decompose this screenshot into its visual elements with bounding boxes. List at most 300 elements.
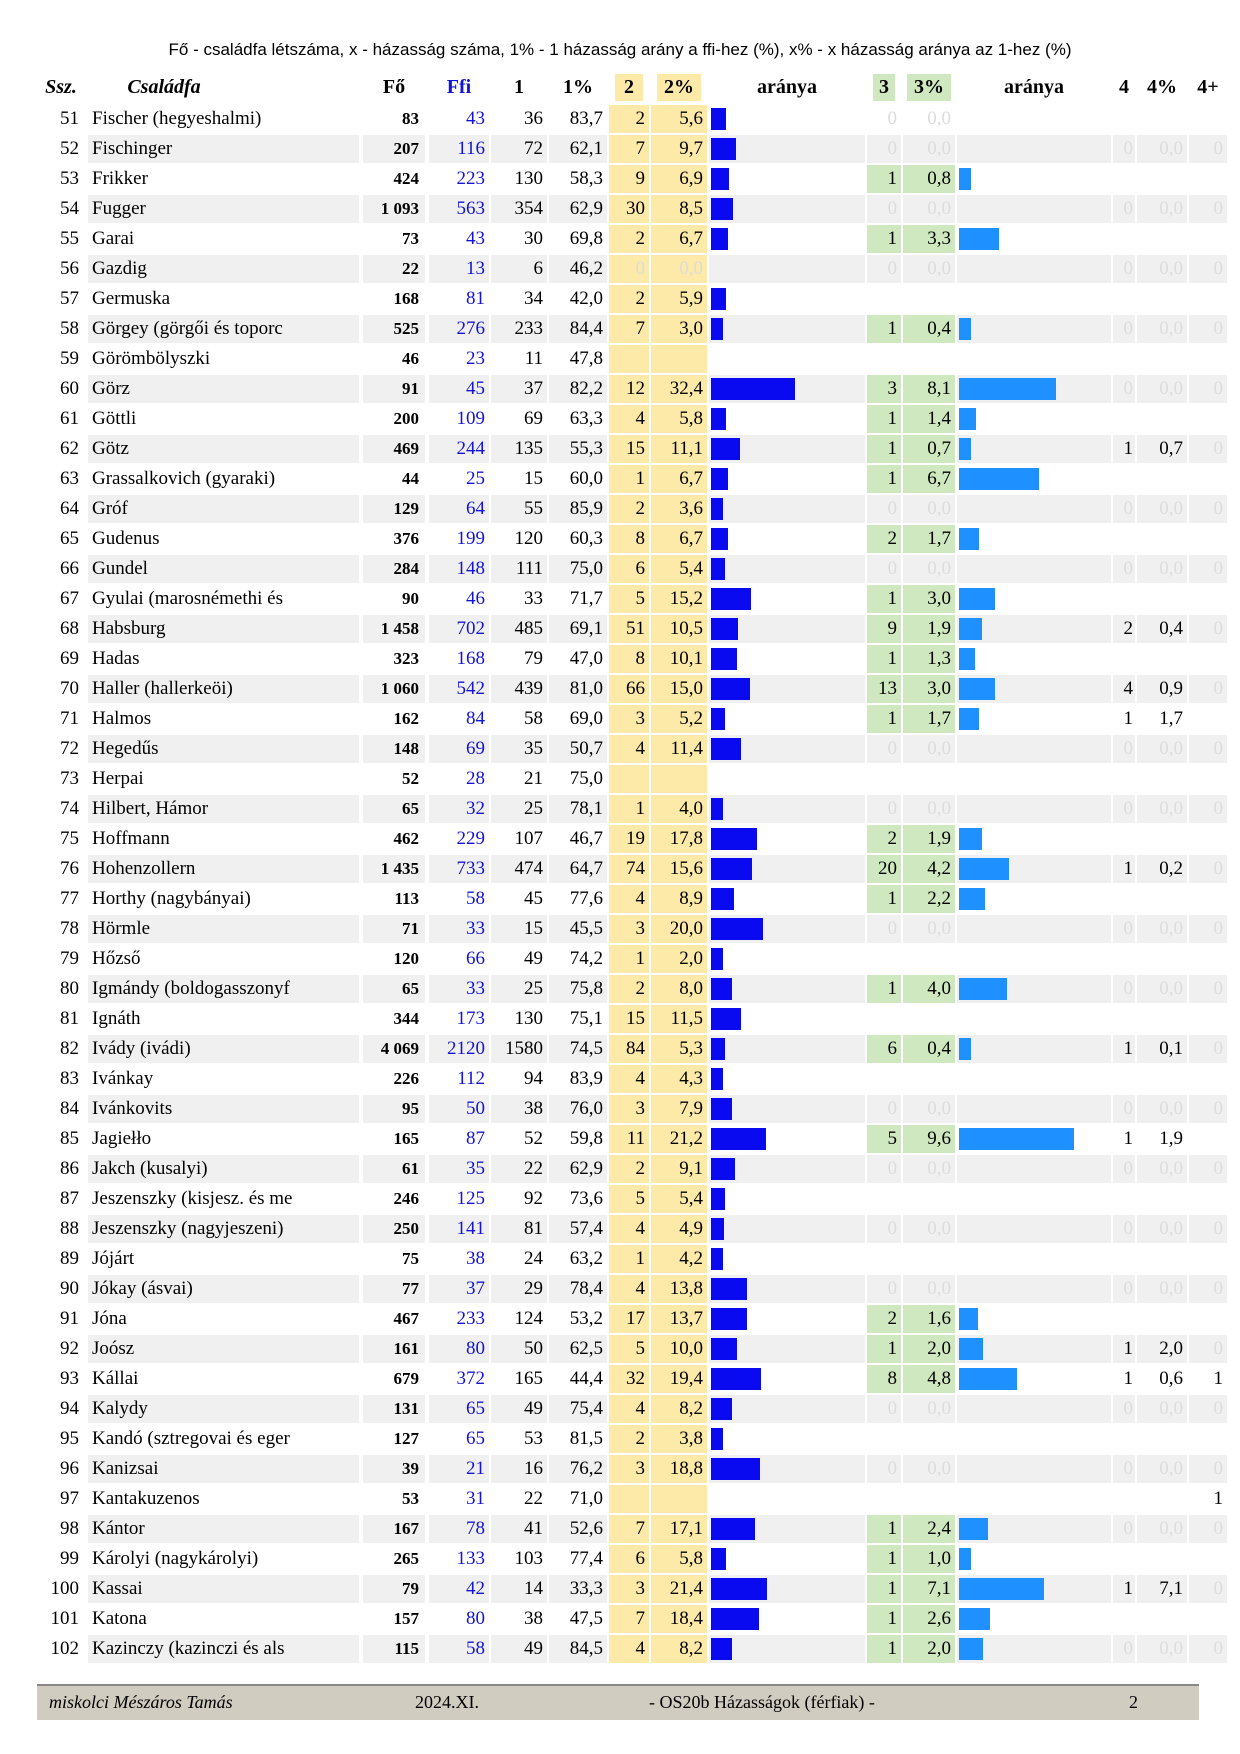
marriage-3-count: 8 bbox=[867, 1365, 901, 1393]
marriage-3-count: 0 bbox=[867, 135, 901, 163]
marriage-3-bar bbox=[957, 1065, 1111, 1093]
marriage-4-pct bbox=[1137, 825, 1187, 853]
marriage-1-pct: 62,1 bbox=[549, 135, 607, 163]
marriage-4-count bbox=[1113, 1065, 1135, 1093]
fo-count: 4 069 bbox=[363, 1035, 425, 1063]
ffi-count: 148 bbox=[429, 555, 489, 583]
family-name: Ivánkovits bbox=[88, 1095, 359, 1123]
marriage-3-count: 0 bbox=[867, 1095, 901, 1123]
marriage-4-pct bbox=[1137, 525, 1187, 553]
marriage-2-pct: 11,5 bbox=[651, 1005, 707, 1033]
bar-2-fill bbox=[711, 858, 752, 880]
fo-count: 39 bbox=[363, 1455, 425, 1483]
marriage-1-count: 107 bbox=[514, 828, 543, 849]
row-number: 73 bbox=[37, 765, 85, 793]
family-name: Hadas bbox=[92, 648, 140, 669]
marriage-4-count: 2 bbox=[1113, 615, 1135, 643]
marriage-2-pct: 15,2 bbox=[651, 585, 707, 613]
marriage-4-count: 0 bbox=[1113, 555, 1135, 583]
fo-count: 46 bbox=[402, 349, 419, 368]
marriage-2-pct: 5,6 bbox=[651, 105, 707, 133]
marriage-1-pct: 62,9 bbox=[549, 195, 607, 223]
marriage-2-pct: 4,3 bbox=[651, 1065, 707, 1093]
marriage-2-pct: 2,0 bbox=[651, 945, 707, 973]
table-row bbox=[37, 1214, 1223, 1244]
marriage-4plus-count bbox=[1189, 105, 1227, 133]
marriage-3-pct: 0,0 bbox=[903, 1215, 955, 1243]
marriage-1-count: 22 bbox=[524, 1488, 543, 1509]
marriage-3-bar bbox=[957, 1605, 1111, 1633]
marriage-4-count: 0 bbox=[1113, 915, 1135, 943]
marriage-3-bar bbox=[957, 1095, 1111, 1123]
table-row bbox=[37, 1034, 1223, 1064]
marriage-2-bar bbox=[709, 765, 865, 793]
family-name: Gundel bbox=[88, 555, 359, 583]
marriage-2-pct: 9,7 bbox=[651, 135, 707, 163]
marriage-3-count bbox=[867, 1185, 901, 1213]
marriage-1-count: 14 bbox=[491, 1575, 547, 1603]
marriage-3-pct: 0,0 bbox=[927, 108, 951, 129]
header-1-pct: 1% bbox=[563, 76, 593, 98]
family-name: Horthy (nagybányai) bbox=[92, 888, 251, 909]
bar-2-fill bbox=[711, 408, 726, 430]
header-aranya-3: aránya bbox=[1004, 76, 1064, 98]
marriage-3-bar bbox=[957, 405, 1111, 433]
marriage-4plus-count: 0 bbox=[1189, 855, 1227, 883]
bar-2-fill bbox=[711, 1428, 723, 1450]
marriage-2-bar bbox=[709, 1095, 865, 1123]
marriage-3-count: 1 bbox=[867, 315, 901, 343]
marriage-3-pct: 0,0 bbox=[903, 495, 955, 523]
marriage-3-pct: 1,9 bbox=[903, 615, 955, 643]
marriage-3-pct: 1,4 bbox=[903, 405, 955, 433]
marriage-4-pct: 0,0 bbox=[1137, 1455, 1187, 1483]
marriage-4-count: 1 bbox=[1123, 1368, 1133, 1389]
marriage-1-pct: 85,9 bbox=[549, 495, 607, 523]
marriage-2-count: 2 bbox=[609, 495, 649, 523]
marriage-3-count: 1 bbox=[867, 465, 901, 493]
row-number: 89 bbox=[37, 1245, 85, 1273]
family-name: Grassalkovich (gyaraki) bbox=[92, 468, 276, 489]
marriage-1-pct: 74,5 bbox=[549, 1035, 607, 1063]
marriage-2-count: 1 bbox=[609, 945, 649, 973]
marriage-4-count: 0 bbox=[1113, 1095, 1135, 1123]
ffi-count: 65 bbox=[466, 1428, 485, 1449]
row-number: 70 bbox=[37, 675, 85, 703]
marriage-1-count: 36 bbox=[524, 108, 543, 129]
marriage-2-pct: 5,8 bbox=[651, 1545, 707, 1573]
bar-2-fill bbox=[711, 498, 723, 520]
table-row bbox=[37, 704, 1199, 734]
marriage-3-pct: 0,0 bbox=[903, 1275, 955, 1303]
marriage-4plus-count bbox=[1189, 225, 1227, 253]
marriage-2-count: 3 bbox=[609, 1575, 649, 1603]
marriage-1-pct: 63,3 bbox=[569, 408, 603, 429]
marriage-2-pct: 5,4 bbox=[651, 555, 707, 583]
marriage-1-count: 15 bbox=[524, 468, 543, 489]
marriage-2-bar bbox=[709, 405, 865, 433]
bar-3-fill bbox=[959, 678, 995, 700]
marriage-3-count bbox=[867, 1245, 901, 1273]
marriage-3-count bbox=[867, 1005, 901, 1033]
table-row bbox=[37, 1064, 1199, 1094]
marriage-2-bar bbox=[709, 1065, 865, 1093]
marriage-4plus-count: 0 bbox=[1189, 1635, 1227, 1663]
marriage-3-count: 1 bbox=[867, 405, 901, 433]
marriage-2-count: 7 bbox=[609, 1515, 649, 1543]
marriage-4-pct: 1,7 bbox=[1159, 708, 1183, 729]
marriage-4-count bbox=[1113, 1605, 1135, 1633]
marriage-4plus-count bbox=[1189, 945, 1227, 973]
marriage-3-pct bbox=[903, 1245, 955, 1273]
marriage-4plus-count: 0 bbox=[1189, 255, 1227, 283]
marriage-3-bar bbox=[957, 825, 1111, 853]
marriage-4-count: 0 bbox=[1113, 1275, 1135, 1303]
table-row bbox=[37, 854, 1223, 884]
marriage-2-pct: 17,8 bbox=[651, 825, 707, 853]
row-number: 81 bbox=[37, 1005, 85, 1033]
marriage-4plus-count bbox=[1189, 1125, 1227, 1153]
marriage-3-bar bbox=[957, 1425, 1111, 1453]
fo-count: 1 458 bbox=[363, 615, 425, 643]
marriage-3-count: 1 bbox=[867, 165, 901, 193]
marriage-4-count: 1 bbox=[1113, 435, 1135, 463]
marriage-2-bar bbox=[709, 135, 865, 163]
marriage-1-count: 94 bbox=[524, 1068, 543, 1089]
table-row bbox=[37, 1184, 1199, 1214]
row-number: 87 bbox=[37, 1185, 85, 1213]
table-row bbox=[37, 974, 1223, 1004]
marriage-3-pct bbox=[903, 1005, 955, 1033]
marriage-3-bar bbox=[957, 525, 1111, 553]
bar-2-fill bbox=[711, 1158, 735, 1180]
marriage-2-pct: 8,2 bbox=[651, 1395, 707, 1423]
fo-count: 1 093 bbox=[363, 195, 425, 223]
family-name: Joósz bbox=[88, 1335, 359, 1363]
marriage-3-count: 0 bbox=[867, 195, 901, 223]
bar-3-fill bbox=[959, 708, 979, 730]
fo-count: 265 bbox=[393, 1549, 419, 1568]
fo-count: 79 bbox=[363, 1575, 425, 1603]
footer-date: 2024.XI. bbox=[415, 1692, 479, 1712]
marriage-4-count bbox=[1113, 765, 1135, 793]
marriage-4-count bbox=[1113, 225, 1135, 253]
marriage-3-pct: 3,0 bbox=[903, 585, 955, 613]
marriage-2-count bbox=[609, 345, 649, 373]
marriage-1-count: 130 bbox=[514, 168, 543, 189]
table-row bbox=[37, 1634, 1223, 1664]
marriage-3-count: 6 bbox=[867, 1035, 901, 1063]
table-row bbox=[37, 344, 1199, 374]
row-number: 82 bbox=[37, 1035, 85, 1063]
marriage-1-pct: 52,6 bbox=[549, 1515, 607, 1543]
family-name: Germuska bbox=[92, 288, 171, 309]
ffi-count: 42 bbox=[429, 1575, 489, 1603]
family-name: Jókay (ásvai) bbox=[88, 1275, 359, 1303]
table-row bbox=[37, 434, 1223, 464]
marriage-1-pct: 55,3 bbox=[549, 435, 607, 463]
row-number: 66 bbox=[37, 555, 85, 583]
family-name: Frikker bbox=[92, 168, 148, 189]
marriage-2-count: 6 bbox=[609, 1545, 649, 1573]
marriage-4plus-count: 0 bbox=[1189, 375, 1227, 403]
marriage-4plus-count: 0 bbox=[1189, 135, 1227, 163]
marriage-4-pct bbox=[1137, 225, 1187, 253]
marriage-4-pct: 0,1 bbox=[1137, 1035, 1187, 1063]
bar-3-fill bbox=[959, 888, 985, 910]
marriage-3-pct: 3,0 bbox=[903, 675, 955, 703]
bar-3-fill bbox=[959, 318, 971, 340]
marriage-2-pct: 6,7 bbox=[651, 225, 707, 253]
bar-2-fill bbox=[711, 1368, 761, 1390]
bar-3-fill bbox=[959, 468, 1039, 490]
marriage-2-count: 19 bbox=[609, 825, 649, 853]
marriage-2-pct bbox=[651, 1485, 707, 1513]
marriage-2-bar bbox=[709, 1125, 865, 1153]
marriage-4-pct: 0,0 bbox=[1137, 795, 1187, 823]
marriage-4plus-count: 0 bbox=[1189, 1575, 1227, 1603]
ffi-count: 35 bbox=[429, 1155, 489, 1183]
fo-count: 77 bbox=[363, 1275, 425, 1303]
marriage-2-pct: 5,9 bbox=[651, 285, 707, 313]
marriage-3-pct: 4,2 bbox=[903, 855, 955, 883]
marriage-2-bar bbox=[709, 1245, 865, 1273]
bar-2-fill bbox=[711, 168, 729, 190]
marriage-1-count: 22 bbox=[491, 1155, 547, 1183]
marriage-2-count: 9 bbox=[609, 165, 649, 193]
bar-3-fill bbox=[959, 618, 982, 640]
marriage-2-pct: 3,0 bbox=[651, 315, 707, 343]
marriage-2-pct: 18,4 bbox=[651, 1605, 707, 1633]
bar-2-fill bbox=[711, 1638, 732, 1660]
marriage-2-count: 3 bbox=[609, 1095, 649, 1123]
marriage-3-pct: 1,3 bbox=[903, 645, 955, 673]
ffi-count: 168 bbox=[456, 648, 485, 669]
marriage-1-pct: 57,4 bbox=[549, 1215, 607, 1243]
marriage-1-count: 15 bbox=[491, 915, 547, 943]
fo-count: 73 bbox=[402, 229, 419, 248]
marriage-2-count: 51 bbox=[609, 615, 649, 643]
marriage-3-pct: 0,0 bbox=[903, 135, 955, 163]
marriage-2-bar bbox=[709, 1635, 865, 1663]
marriage-1-count: 69 bbox=[524, 408, 543, 429]
row-number: 91 bbox=[37, 1305, 85, 1333]
row-number: 88 bbox=[37, 1215, 85, 1243]
bar-2-fill bbox=[711, 828, 757, 850]
marriage-3-pct: 3,3 bbox=[903, 225, 955, 253]
marriage-2-bar bbox=[709, 705, 865, 733]
marriage-3-bar bbox=[957, 375, 1111, 403]
marriage-4plus-count: 0 bbox=[1189, 675, 1227, 703]
marriage-1-pct: 58,3 bbox=[569, 168, 603, 189]
marriage-3-pct bbox=[903, 1485, 955, 1513]
fo-count: 53 bbox=[402, 1489, 419, 1508]
table-row bbox=[37, 944, 1199, 974]
marriage-4plus-count bbox=[1189, 705, 1227, 733]
marriage-2-pct bbox=[651, 345, 707, 373]
bar-3-fill bbox=[959, 408, 976, 430]
marriage-4plus-count bbox=[1189, 405, 1227, 433]
table-row bbox=[37, 464, 1199, 494]
table-row bbox=[37, 194, 1223, 224]
marriage-1-count: 1580 bbox=[491, 1035, 547, 1063]
marriage-1-pct: 74,2 bbox=[569, 948, 603, 969]
marriage-1-pct: 77,4 bbox=[569, 1548, 603, 1569]
table-row bbox=[37, 1424, 1199, 1454]
marriage-2-count: 12 bbox=[609, 375, 649, 403]
family-name: Kazinczy (kazinczi és als bbox=[88, 1635, 359, 1663]
table-row bbox=[37, 824, 1199, 854]
page-footer bbox=[37, 1684, 1199, 1720]
footer-page-number: 2 bbox=[1129, 1692, 1138, 1712]
family-name: Götz bbox=[88, 435, 359, 463]
marriage-3-count: 1 bbox=[867, 1335, 901, 1363]
marriage-2-pct: 13,7 bbox=[651, 1305, 707, 1333]
marriage-4-pct: 7,1 bbox=[1137, 1575, 1187, 1603]
marriage-3-pct: 8,1 bbox=[903, 375, 955, 403]
bar-3-fill bbox=[959, 588, 995, 610]
ffi-count: 23 bbox=[466, 348, 485, 369]
marriage-1-pct: 46,2 bbox=[549, 255, 607, 283]
table-row bbox=[37, 1454, 1223, 1484]
bar-3-fill bbox=[959, 378, 1056, 400]
ffi-count: 112 bbox=[457, 1068, 485, 1089]
table-row bbox=[37, 794, 1223, 824]
marriage-3-pct: 2,0 bbox=[903, 1635, 955, 1663]
marriage-3-pct bbox=[903, 945, 955, 973]
bar-2-fill bbox=[711, 1068, 723, 1090]
marriage-4-pct bbox=[1137, 285, 1187, 313]
family-name: Herpai bbox=[92, 768, 144, 789]
marriage-2-pct: 3,8 bbox=[651, 1425, 707, 1453]
marriage-4-count: 0 bbox=[1113, 195, 1135, 223]
marriage-1-count: 25 bbox=[491, 975, 547, 1003]
marriage-2-pct: 5,4 bbox=[651, 1185, 707, 1213]
bar-2-fill bbox=[711, 1008, 741, 1030]
marriage-4-pct bbox=[1137, 645, 1187, 673]
fo-count: 162 bbox=[393, 709, 419, 728]
marriage-4-pct: 0,0 bbox=[1137, 1395, 1187, 1423]
marriage-3-count: 0 bbox=[867, 1275, 901, 1303]
marriage-2-pct: 6,7 bbox=[651, 465, 707, 493]
table-row bbox=[37, 1124, 1199, 1154]
header-2: 2 bbox=[615, 74, 643, 101]
fo-count: 65 bbox=[363, 795, 425, 823]
marriage-4-pct: 0,0 bbox=[1137, 195, 1187, 223]
row-number: 85 bbox=[37, 1125, 85, 1153]
marriage-4plus-count bbox=[1189, 465, 1227, 493]
marriage-2-bar bbox=[709, 825, 865, 853]
marriage-2-pct: 20,0 bbox=[651, 915, 707, 943]
fo-count: 61 bbox=[363, 1155, 425, 1183]
marriage-2-bar bbox=[709, 1155, 865, 1183]
marriage-3-bar bbox=[957, 165, 1111, 193]
table-row bbox=[37, 1154, 1223, 1184]
family-name: Jóna bbox=[92, 1308, 127, 1329]
marriage-1-count: 37 bbox=[491, 375, 547, 403]
marriage-1-count: 49 bbox=[491, 1395, 547, 1423]
bar-2-fill bbox=[711, 738, 741, 760]
ffi-count: 37 bbox=[429, 1275, 489, 1303]
marriage-3-count: 20 bbox=[867, 855, 901, 883]
marriage-2-count: 84 bbox=[609, 1035, 649, 1063]
marriage-2-count: 4 bbox=[609, 885, 649, 913]
row-number: 71 bbox=[37, 705, 85, 733]
ffi-count: 38 bbox=[466, 1248, 485, 1269]
row-number: 90 bbox=[37, 1275, 85, 1303]
ffi-count: 31 bbox=[466, 1488, 485, 1509]
marriage-2-count: 4 bbox=[609, 1395, 649, 1423]
marriage-1-count: 111 bbox=[491, 555, 547, 583]
bar-3-fill bbox=[959, 1368, 1017, 1390]
marriage-1-pct: 45,5 bbox=[549, 915, 607, 943]
marriage-2-count: 2 bbox=[609, 975, 649, 1003]
marriage-2-pct: 4,0 bbox=[651, 795, 707, 823]
marriage-3-pct bbox=[903, 1065, 955, 1093]
bar-3-fill bbox=[959, 1338, 983, 1360]
ffi-count: 58 bbox=[466, 888, 485, 909]
fo-count: 168 bbox=[393, 289, 419, 308]
marriage-4-count: 1 bbox=[1113, 1335, 1135, 1363]
ffi-count: 43 bbox=[466, 228, 485, 249]
row-number: 60 bbox=[37, 375, 85, 403]
marriage-1-pct: 60,0 bbox=[569, 468, 603, 489]
marriage-2-bar bbox=[709, 255, 865, 283]
ffi-count: 563 bbox=[429, 195, 489, 223]
marriage-3-bar bbox=[957, 975, 1111, 1003]
marriage-3-count: 0 bbox=[867, 555, 901, 583]
bar-3-fill bbox=[959, 648, 975, 670]
marriage-2-count: 66 bbox=[609, 675, 649, 703]
marriage-2-bar bbox=[709, 105, 865, 133]
marriage-3-pct: 2,6 bbox=[903, 1605, 955, 1633]
marriage-3-count: 1 bbox=[867, 435, 901, 463]
ffi-count: 58 bbox=[429, 1635, 489, 1663]
marriage-2-pct: 3,6 bbox=[651, 495, 707, 523]
marriage-3-count: 0 bbox=[867, 915, 901, 943]
footer-author: miskolci Mészáros Tamás bbox=[49, 1692, 233, 1712]
marriage-1-pct: 71,7 bbox=[569, 588, 603, 609]
marriage-1-pct: 69,1 bbox=[549, 615, 607, 643]
marriage-3-bar bbox=[957, 255, 1111, 283]
ffi-count: 33 bbox=[429, 915, 489, 943]
row-number: 59 bbox=[37, 345, 85, 373]
marriage-3-bar bbox=[957, 945, 1111, 973]
bar-3-fill bbox=[959, 978, 1007, 1000]
table-row bbox=[37, 1574, 1223, 1604]
marriage-3-count bbox=[867, 1425, 901, 1453]
marriage-1-count: 103 bbox=[514, 1548, 543, 1569]
marriage-2-bar bbox=[709, 855, 865, 883]
marriage-1-count: 52 bbox=[524, 1128, 543, 1149]
marriage-2-count: 1 bbox=[609, 1245, 649, 1273]
marriage-4-pct bbox=[1137, 105, 1187, 133]
marriage-2-count: 1 bbox=[609, 795, 649, 823]
ffi-count: 125 bbox=[456, 1188, 485, 1209]
marriage-4-pct: 0,0 bbox=[1137, 255, 1187, 283]
marriage-3-count: 0 bbox=[867, 795, 901, 823]
marriage-3-count bbox=[867, 1485, 901, 1513]
family-name: Gróf bbox=[88, 495, 359, 523]
marriage-1-pct: 47,8 bbox=[569, 348, 603, 369]
marriage-1-count: 72 bbox=[491, 135, 547, 163]
marriage-4-count bbox=[1113, 1305, 1135, 1333]
ffi-count: 233 bbox=[456, 1308, 485, 1329]
bar-2-fill bbox=[711, 1308, 747, 1330]
ffi-count: 13 bbox=[429, 255, 489, 283]
marriage-2-bar bbox=[709, 1515, 865, 1543]
ffi-count: 80 bbox=[429, 1335, 489, 1363]
